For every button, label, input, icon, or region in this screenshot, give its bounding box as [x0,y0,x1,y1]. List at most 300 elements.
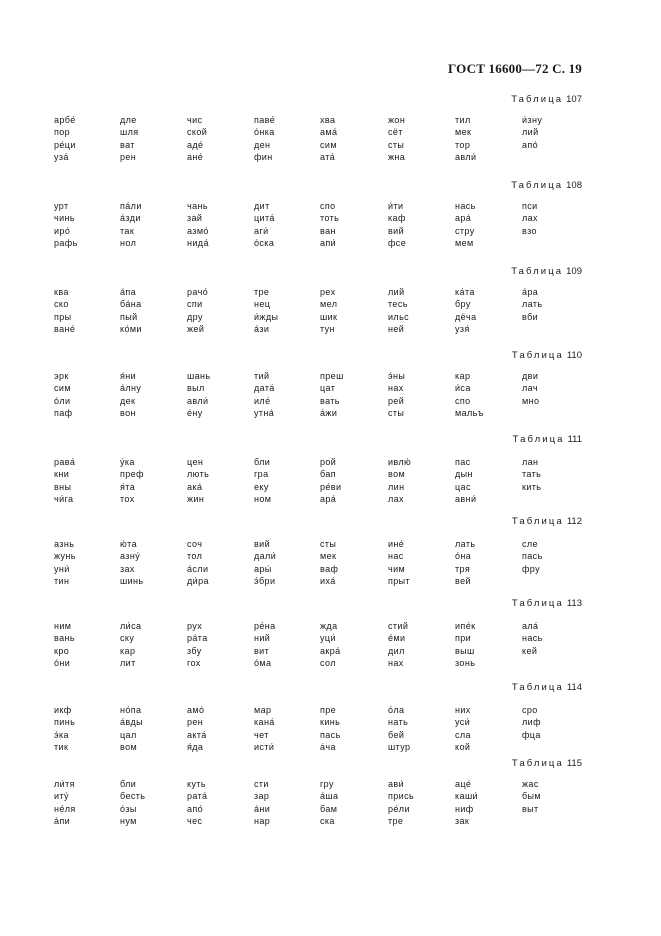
syllable-cell: лий [388,287,405,297]
syllable-cell: мар [254,705,272,715]
grid-column [388,114,405,163]
grid-column [187,704,207,753]
syllable-cell: сла [455,729,471,740]
syllable-cell: них [455,705,471,715]
grid-column [522,538,543,575]
grid-column [388,200,406,249]
syllable-cell: ним [54,621,72,631]
syllable-cell: жда [320,621,338,631]
grid-column [320,114,337,163]
syllable-cell: а́жи [320,407,338,418]
syllable-cell: но́па [120,705,142,715]
syllable-cell: тун [320,323,335,334]
syllable-cell: вит [254,645,270,656]
syllable-cell: ака́ [187,481,203,492]
syllable-cell: дали́ [254,551,277,562]
syllable-cell: кни [54,469,70,480]
syllable-cell: дёча [455,311,477,322]
syllable-cell: зак [455,815,470,826]
syllable-cell: шля [120,127,139,138]
syllable-cell: тре [254,287,270,297]
syllable-cell: нида́ [187,237,209,248]
grid-column [187,778,207,827]
syllable-cell: збу [187,645,202,656]
syllable-cell: а́пи [54,815,71,826]
grid-column [54,778,76,827]
syllable-cell: нас [388,551,404,562]
syllable-cell: рачо́ [187,287,209,297]
syllable-cell: утна́ [254,407,275,418]
syllable-cell: спо [320,201,336,211]
syllable-cell: мальъ [455,407,484,418]
syllable-cell: а́вды [120,717,144,728]
syllable-cell: тил [455,115,471,125]
table-caption-label: Таблица [512,434,565,445]
table-number: 114 [566,682,582,693]
syllable-cell: жей [187,323,205,334]
grid-column [388,456,411,505]
syllable-cell: пре [320,705,337,715]
syllable-cell: ват [120,139,135,150]
syllable-cell: а́сли [187,563,209,574]
syllable-cell: дру [187,311,203,322]
syllable-cell: дви [522,371,539,381]
syllable-cell: рух [187,621,203,631]
syllable-cell: ване́ [54,323,76,334]
syllable-cell: акта́ [187,729,207,740]
syllable-cell: а́па [120,287,137,297]
syllable-cell: авни́ [455,493,477,504]
grid-column [187,370,211,419]
syllable-cell: жон [388,115,406,125]
syllable-cell: дил [388,645,405,656]
table-caption [511,94,582,105]
syllable-cell: цас [455,481,471,492]
syllable-cell: ли́са [120,621,142,631]
syllable-cell: ква [54,287,69,297]
syllable-cell: мек [320,551,337,562]
syllable-cell: дата́ [254,383,275,394]
syllable-cell: э́ка [54,729,69,740]
syllable-cell: при [455,633,472,644]
syllable-cell: ильс [388,311,410,322]
grid-column [522,704,541,741]
grid-column [254,538,276,587]
syllable-cell: иту́ [54,791,69,802]
grid-column [120,286,142,335]
syllable-cell: выт [522,803,539,814]
grid-column [455,620,475,669]
syllable-cell: сти [254,779,269,789]
syllable-cell: сты [388,139,405,150]
table-number: 110 [566,350,582,361]
syllable-cell: фца [522,729,541,740]
syllable-cell: ний [254,633,271,644]
syllable-cell: гру [320,779,334,789]
syllable-cell: тол [187,551,203,562]
syllable-cell: урт [54,201,69,211]
syllable-cell: рей [388,395,405,406]
syllable-cell: апо́ [187,803,204,814]
table-caption [511,180,582,191]
syllable-cell: лач [522,383,538,394]
syllable-cell: чес [187,815,203,826]
grid-column [320,286,337,335]
grid-column [187,456,209,505]
syllable-cell: эрк [54,371,69,381]
table-caption-label: Таблица [511,94,564,105]
syllable-cell: и́зну [522,115,543,125]
syllable-cell: ара́ [455,213,472,224]
syllable-cell: бым [522,791,542,802]
syllable-cell: кро [54,645,70,656]
syllable-cell: бли [120,779,137,789]
syllable-cell: чань [187,201,208,211]
syllable-cell: я́та [120,481,136,492]
syllable-cell: сты [320,539,337,549]
syllable-cell: уци́ [320,633,336,644]
table-caption-label: Таблица [511,598,564,609]
syllable-cell: вий [254,539,271,549]
syllable-cell: азмо́ [187,225,209,236]
grid-column [54,114,76,163]
syllable-cell: нах [388,657,404,668]
syllable-cell: нар [254,815,271,826]
syllable-cell: сле [522,539,538,549]
table-number: 109 [566,266,582,277]
grid-column [522,370,539,407]
table-caption [513,434,582,445]
syllable-cell: и́жды [254,311,279,322]
table-caption-label: Таблица [511,516,564,527]
syllable-cell: ди́ра [187,575,209,586]
syllable-cell: лать [455,539,476,549]
syllable-cell: жна [388,151,406,162]
grid-column [54,704,75,753]
grid-column [120,456,144,505]
syllable-cell: ден [254,139,271,150]
syllable-cell: вны [54,481,72,492]
syllable-cell: лють [187,469,210,480]
syllable-cell: еку [254,481,269,492]
syllable-cell: фру [522,563,541,574]
syllable-cell: ине́ [388,539,405,549]
grid-column [388,370,405,419]
grid-column [54,620,75,669]
syllable-cell: узя́ [455,323,470,334]
syllable-cell: рава́ [54,457,76,467]
grid-column [522,286,542,323]
syllable-cell: зонь [455,657,476,668]
syllable-cell: лать [522,299,543,310]
syllable-cell: кой [455,741,471,752]
syllable-cell: ара́ [320,493,337,504]
syllable-cell: ниф [455,803,474,814]
syllable-cell: пый [120,311,138,322]
grid-column [54,370,72,419]
syllable-cell: ваф [320,563,339,574]
syllable-cell: иле́ [254,395,271,406]
syllable-cell: тор [455,139,471,150]
grid-column [455,370,484,419]
syllable-cell: лах [388,493,404,504]
grid-column [254,704,275,753]
grid-column [320,456,341,505]
syllable-cell: и́са [455,383,471,394]
syllable-cell: ко́ми [120,323,142,334]
syllable-cell: бей [388,729,405,740]
grid-column [254,200,275,249]
syllable-cell: у́ка [120,457,135,467]
syllable-cell: ра́та [187,633,208,644]
syllable-cell: и́ти [388,201,404,211]
syllable-cell: гра [254,469,269,480]
syllable-cell: ане́ [187,151,204,162]
syllable-cell: авли́ [455,151,477,162]
grid-column [54,456,75,505]
syllable-cell: вом [388,469,406,480]
syllable-cell: выл [187,383,205,394]
syllable-cell: пась [522,551,543,562]
syllable-cell: па́ли [120,201,142,211]
syllable-cell: жунь [54,551,76,562]
syllable-cell: бесть [120,791,146,802]
grid-column [522,456,541,493]
syllable-cell: бам [320,803,338,814]
syllable-cell: лах [522,213,538,224]
syllable-cell: шань [187,371,211,381]
syllable-cell: вань [54,633,75,644]
table-caption [512,350,582,361]
syllable-cell: о́ска [254,237,275,248]
syllable-cell: тря [455,563,471,574]
syllable-cell: лит [120,657,136,668]
grid-column [522,114,542,151]
syllable-cell: о́ма [254,657,272,668]
syllable-cell: рех [320,287,336,297]
syllable-cell: исти́ [254,741,275,752]
table-number: 115 [566,758,582,769]
syllable-cell: нать [388,717,409,728]
grid-column [187,114,207,163]
grid-column [320,704,341,753]
syllable-cell: рафь [54,237,78,248]
syllable-cell: кана́ [254,717,275,728]
grid-column [455,778,478,827]
syllable-cell: кинь [320,717,341,728]
syllable-cell: цал [120,729,137,740]
grid-column [455,704,471,753]
grid-column [388,704,410,753]
syllable-cell: о́ла [388,705,405,715]
grid-column [254,370,275,419]
syllable-cell: пор [54,127,71,138]
syllable-cell: чинь [54,213,75,224]
syllable-cell: тесь [388,299,408,310]
syllable-cell: а́ни [254,803,271,814]
grid-column [54,538,76,587]
syllable-cell: аде́ [187,139,204,150]
grid-column [120,704,143,753]
syllable-cell: ави́ [388,779,405,789]
grid-column [388,538,410,587]
syllable-cell: я́да [187,741,204,752]
grid-column [120,370,141,419]
table-caption-label: Таблица [511,180,564,191]
syllable-cell: азнь [54,539,75,549]
syllable-cell: ивлю́ [388,457,412,467]
syllable-cell: мел [320,299,338,310]
grid-column [320,200,339,249]
syllable-cell: стий [388,621,409,631]
syllable-cell: ре́ли [388,803,410,814]
grid-column [388,620,408,669]
syllable-cell: ско [54,299,69,310]
grid-column [455,114,476,163]
syllable-cell: акра́ [320,645,341,656]
syllable-cell: спи [187,299,203,310]
syllable-cell: ван [320,225,336,236]
grid-column [455,538,475,587]
grid-column [187,538,209,587]
syllable-cell: ном [254,493,272,504]
syllable-cell: нец [254,299,271,310]
syllable-cell: ала́ [522,621,539,631]
syllable-cell: сим [54,383,71,394]
syllable-cell: уси́ [455,717,471,728]
grid-column [254,114,275,163]
syllable-cell: о́на [455,551,472,562]
syllable-cell: иха́ [320,575,336,586]
syllable-cell: авли́ [187,395,209,406]
syllable-cell: так [120,225,135,236]
grid-column [455,200,476,249]
syllable-cell: пси [522,201,538,211]
syllable-cell: аце́ [455,779,472,789]
syllable-cell: сим [320,139,337,150]
syllable-cell: а́зи [254,323,270,334]
syllable-cell: дле [120,115,137,125]
syllable-cell: ата́ [320,151,336,162]
syllable-cell: чис [187,115,203,125]
syllable-cell: зах [120,563,135,574]
grid-column [522,620,543,657]
syllable-cell: фсе [388,237,407,248]
table-number: 107 [566,94,582,105]
syllable-cell: тик [54,741,69,752]
syllable-cell: рен [187,717,204,728]
grid-column [254,286,278,335]
syllable-cell: цита́ [254,213,275,224]
syllable-cell: нах [388,383,404,394]
syllable-cell: а́зди [120,213,141,224]
table-caption-label: Таблица [511,266,564,277]
syllable-cell: вий [388,225,405,236]
syllable-cell: дит [254,201,270,211]
grid-column [320,778,338,827]
table-caption [511,266,582,277]
syllable-cell: я́ни [120,371,137,381]
syllable-cell: каф [388,213,406,224]
syllable-cell: о́зы [120,803,137,814]
syllable-cell: рой [320,457,337,467]
syllable-cell: зай [187,213,203,224]
grid-column [120,114,139,163]
syllable-cell: жас [522,779,539,789]
syllable-cell: арбе́ [54,115,76,125]
syllable-cell: мем [455,237,474,248]
syllable-cell: э́ны [388,371,406,381]
grid-column [187,286,208,335]
grid-column [522,778,541,815]
syllable-cell: амо́ [187,705,205,715]
syllable-cell: чим [388,563,406,574]
syllable-cell: ары́ [254,563,272,574]
syllable-cell: уни́ [54,563,70,574]
grid-column [254,778,270,827]
syllable-cell: лин [388,481,405,492]
table-caption [512,516,582,527]
syllable-cell: а́ша [320,791,339,802]
syllable-cell: паф [54,407,73,418]
syllable-cell: ней [388,323,405,334]
syllable-cell: тох [120,493,135,504]
syllable-cell: нась [455,201,476,211]
syllable-cell: апо́ [522,139,539,150]
syllable-cell: тоть [320,213,340,224]
syllable-cell: шинь [120,575,144,586]
syllable-cell: тать [522,469,542,480]
syllable-cell: лий [522,127,539,138]
table-caption [512,682,582,693]
syllable-cell: ка́та [455,287,475,297]
table-caption-label: Таблица [511,758,564,769]
table-caption [512,758,582,769]
syllable-cell: е́ну [187,407,203,418]
syllable-cell: вби [522,311,539,322]
grid-column [388,286,409,335]
syllable-cell: аги́ [254,225,269,236]
syllable-cell: лан [522,457,539,467]
grid-column [388,778,414,827]
syllable-cell: сро [522,705,538,715]
syllable-cell: азну́ [120,551,141,562]
syllable-cell: вом [120,741,138,752]
syllable-cell: куть [187,779,206,789]
syllable-cell: нась [522,633,543,644]
syllable-cell: взо [522,225,537,236]
syllable-cell: бли [254,457,271,467]
syllable-cell: штур [388,741,411,752]
syllable-cell: пры [54,311,72,322]
syllable-cell: чет [254,729,269,740]
grid-column [320,538,338,587]
syllable-cell: цен [187,457,204,467]
syllable-cell: ре́ци [54,139,76,150]
syllable-cell: о́ни [54,657,71,668]
syllable-cell: ю́та [120,539,137,549]
table-caption [512,598,582,609]
syllable-cell: а́ча [320,741,336,752]
syllable-cell: дек [120,395,136,406]
grid-column [54,286,75,335]
syllable-cell: сол [320,657,336,668]
syllable-cell: пась [320,729,341,740]
grid-column [120,200,142,249]
syllable-cell: чи́га [54,493,74,504]
syllable-cell: а́ра [522,287,539,297]
syllable-cell: соч [187,539,203,549]
